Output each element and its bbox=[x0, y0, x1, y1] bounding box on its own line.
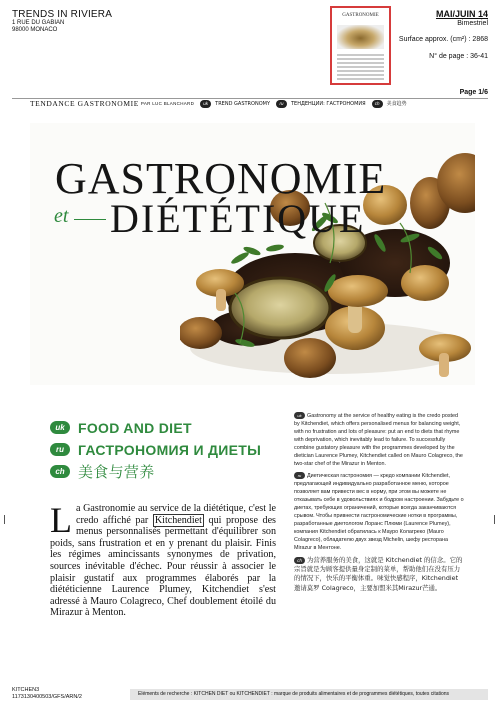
issue-frequency: Bimestriel bbox=[457, 20, 488, 27]
rubric-byline: PAR LUC BLANCHARD bbox=[140, 101, 195, 106]
title-uk-text: FOOD AND DIET bbox=[78, 419, 192, 436]
multilingual-titles bbox=[50, 418, 276, 484]
page-thumbnail[interactable] bbox=[330, 6, 391, 85]
thumbnail-title: GASTRONOMIE bbox=[342, 13, 379, 18]
translations-column bbox=[294, 412, 464, 597]
publication-name: TRENDS IN RIVIERA bbox=[12, 9, 113, 20]
russian-badge: ru bbox=[294, 472, 305, 479]
clipping-codes bbox=[12, 687, 82, 700]
title-ru bbox=[50, 440, 276, 459]
french-text-start: a Gastronomie au service de la diététique, c'est le credo affiché par bbox=[76, 503, 276, 526]
chinese-paragraph bbox=[294, 556, 464, 593]
russian-text: Диетическая гастрономия — кредо компании Kitchendiet, предлагающей индивидуально разработанное меню, которое позволяет вам привести вес в норму, при этом вы можете не отказывать себе в удовольствиях и бодром настроении. Забудьте о диетах, требующих ограничений, которые всегда заканчиваются срывом. Чтобы привнести гастрономические нотки в программы, разработанные диетологом Лоранс Плюми (Laurence Plumey), компания Kitchendiet обратилась к Мауро Колагреко (Mauro Colagreco), обладателю двух звезд Michelin, шефу ресторана Mirazur в Ментоне. bbox=[294, 473, 464, 551]
title-ru-badge: ru bbox=[50, 443, 70, 456]
brand-highlight: Kitchendiet bbox=[154, 514, 202, 526]
title-uk-badge: uk bbox=[50, 421, 70, 434]
headline-et-rule bbox=[74, 219, 106, 220]
russian-paragraph bbox=[294, 472, 464, 552]
chinese-text: 为营养服务的美食，这就是 Kitchendiet 的信念。它的宗旨就是为顾客提供量身定制的菜单，帮助他们在没有压力的情况下，快乐的平衡体重。味觉快感程序，Kitchendiet邀请莫罗 Colagreco，主要加盟米其Mirazur芒通。 bbox=[294, 556, 463, 592]
rubric-ch-badge: ch bbox=[372, 100, 383, 108]
left-crop-mark bbox=[4, 515, 5, 524]
headline-et: et bbox=[54, 205, 69, 227]
clipping-source bbox=[12, 9, 112, 34]
title-ch bbox=[50, 462, 276, 481]
title-ru-text: ГАСТРОНОМИЯ И ДИЕТЫ bbox=[78, 441, 262, 458]
headline-line1: GASTRONOMIE bbox=[55, 154, 387, 203]
hero-photo bbox=[30, 123, 475, 385]
english-badge: uk bbox=[294, 412, 305, 419]
page-counter: Page 1/6 bbox=[459, 89, 488, 96]
clipping-code2: 1173130400503/GFS/ARN/2 bbox=[12, 693, 82, 700]
headline-line2: DIÉTÉTIQUE bbox=[110, 196, 366, 241]
english-paragraph bbox=[294, 412, 464, 468]
page-reference: N° de page : 36-41 bbox=[429, 53, 488, 60]
right-crop-mark bbox=[494, 515, 495, 524]
rubric-ch-text: 美食趋势 bbox=[386, 101, 407, 107]
rubric-ru-badge: ru bbox=[276, 100, 287, 108]
publication-address-line1: 1 RUE DU GABIAN bbox=[12, 20, 65, 26]
section-rubric bbox=[30, 99, 480, 108]
rubric-uk-text: TREND GASTRONOMY bbox=[215, 100, 270, 107]
rubric-ru-text: ТЕНДЕНЦИИ: ГАСТРОНОМИЯ bbox=[291, 100, 366, 107]
thumbnail-text-lines bbox=[337, 54, 384, 82]
publication-address-line2: 98000 MONACO bbox=[12, 27, 58, 33]
rubric-uk-badge: uk bbox=[200, 100, 211, 108]
rubric-main: TENDANCE GASTRONOMIE bbox=[30, 99, 139, 108]
clipping-meta bbox=[399, 9, 488, 61]
french-text-end: qui propose des menus personnalisés permettant d'équilibrer son poids, sans frustration et en y prenant du plaisir. Finis les régimes amincissants synonymes de privation, sources inévitable d'échec. Pour réussir à associer le plaisir gustatif aux programmes élaborés par la diététicienne Laurence Plumey, Kitchendiet s'est adressé à Mauro Colagreco, Chef doublement étoilé du Mirazur à Menton. bbox=[50, 514, 276, 619]
title-uk bbox=[50, 418, 276, 437]
thumbnail-image bbox=[337, 25, 384, 49]
drop-cap: L bbox=[50, 500, 72, 540]
chinese-badge: ch bbox=[294, 557, 305, 564]
clipping-code1: KITCHEN3 bbox=[12, 687, 40, 693]
title-ch-text: 美食与营养 bbox=[78, 463, 155, 481]
issue-date: MAI/JUIN 14 bbox=[435, 9, 488, 19]
french-article-text bbox=[50, 500, 276, 619]
title-ch-badge: ch bbox=[50, 465, 70, 478]
surface-area: Surface approx. (cm²) : 2868 bbox=[398, 36, 488, 43]
search-keywords-bar: Eléments de recherche : KITCHEN DIET ou KITCHENDIET : marque de produits alimentaires et de programmes diététiques, toutes citations bbox=[130, 689, 488, 700]
english-text: Gastronomy at the service of healthy eating is the credo posted by Kitchendiet, which offers personalised menus for balancing weight, with no frustration and lots of pleasure: put an end to diets that rhyme with deprivation, which inevitably lead to failure. To successfully combine gustatory pleasure with the programmes developed by the dietician Laurence Plumey, Kitchendiet called on Mauro Colagreco, the two-star chef of the Mirazur in Menton. bbox=[294, 413, 463, 467]
